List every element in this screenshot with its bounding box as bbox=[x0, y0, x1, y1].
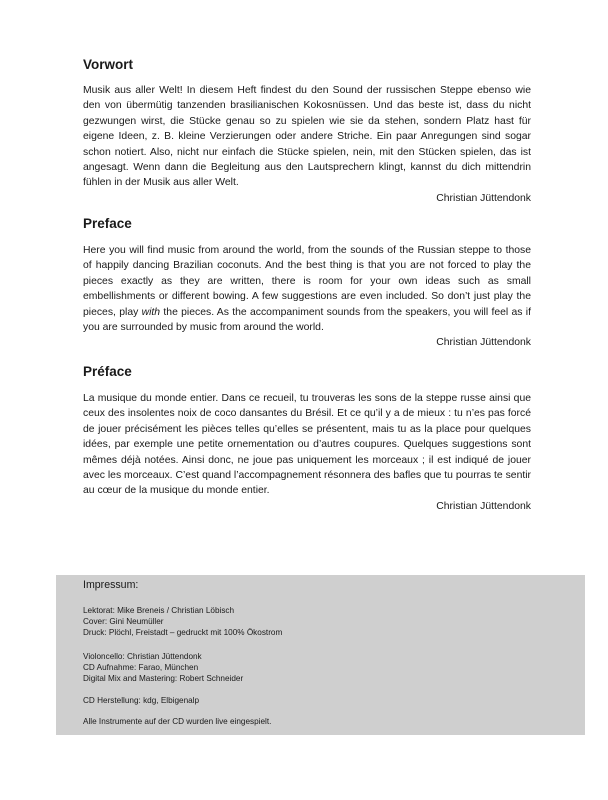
impressum-line: Violoncello: Christian Jüttendonk bbox=[83, 652, 202, 661]
impressum-credits-production bbox=[83, 605, 282, 639]
vorwort-section bbox=[83, 57, 531, 206]
preface-text-part2: the pieces. As the accompaniment sounds from the speakers, you will feel as if you are surrounded by music from around the world. bbox=[83, 306, 531, 334]
preface-paragraph bbox=[83, 243, 531, 335]
vorwort-heading: Vorwort bbox=[83, 57, 133, 72]
impressum-title: Impressum: bbox=[83, 579, 139, 591]
impressum-line: Alle Instrumente auf der CD wurden live eingespielt. bbox=[83, 717, 272, 726]
preface-heading: Preface bbox=[83, 216, 132, 231]
vorwort-paragraph: Musik aus aller Welt! In diesem Heft findest du den Sound der russischen Steppe ebenso wie den von übermütig tanzenden brasilianischen Kokosnüssen. Und das beste ist, dass du nicht gezwungen wirst, die Stücke genau so zu spielen wie sie da stehen, sondern Platz hast für eigene Ideen, z. B. kleine Verzierungen oder andere Striche. Ein paar Anregungen sind sogar schon notiert. Also, nicht nur einfach die Stücke spielen, nein, mit den Stücken spielen, das ist angesagt. Wenn dann die Begleitung aus den Lautsprechern klingt, kannst du dich mittendrin fühlen in der Musik aus aller Welt. bbox=[83, 85, 531, 189]
impressum-line: CD Aufnahme: Farao, München bbox=[83, 663, 199, 673]
preface-fr-signature: Christian Jüttendonk bbox=[436, 500, 531, 512]
vorwort-text bbox=[83, 83, 531, 191]
impressum-line: Cover: Gini Neumüller bbox=[83, 617, 164, 627]
impressum-line: Druck: Plöchl, Freistadt – gedruckt mit 100% Ökostrom bbox=[83, 628, 283, 638]
preface-text bbox=[83, 243, 531, 335]
impressum-line: Digital Mix and Mastering: Robert Schneider bbox=[83, 674, 244, 684]
preface-fr-heading: Préface bbox=[83, 364, 132, 379]
preface-fr-paragraph: La musique du monde entier. Dans ce recueil, tu trouveras les sons de la steppe russe ainsi que ceux des insolentes noix de coco dansantes du Brésil. Et ce qu’il y a de mieux : tu n’es pas forcé de jouer précisément les pièces telles qu’elles se présentent, mais tu as la place pour quelques idées, par exemple une petite ornementation ou d’autres coupures. Quelques suggestions sont mêmes déjà notées. Ainsi donc, ne joue pas uniquement les morceaux ; il est indiqué de jouer avec les morceaux. C’est quand l’accompagnement résonnera des bafles que tu pourras te sentir au cœur de la musique du monde entier. bbox=[83, 393, 531, 497]
impressum-line: CD Herstellung: kdg, Elbigenalp bbox=[83, 696, 200, 705]
impressum-credits-recording bbox=[83, 651, 243, 685]
preface-signature: Christian Jüttendonk bbox=[436, 337, 531, 349]
impressum-box bbox=[56, 575, 585, 735]
impressum-line: Lektorat: Mike Breneis / Christian Löbisch bbox=[83, 606, 235, 615]
preface-fr-text bbox=[83, 391, 531, 499]
impressum-credits-cd bbox=[83, 695, 199, 706]
impressum-note bbox=[83, 716, 271, 727]
preface-fr-section bbox=[83, 364, 531, 514]
preface-text-part1: Here you will find music from around the world, from the sounds of the Russian steppe to those of happily dancing Brazilian coconuts. And the best thing is that you are not forced to play the pieces exactly as they are written, there is room for your own ideas such as small embellishments or different bowing. A few suggestions are even included. So don’t just play the pieces, play bbox=[83, 245, 531, 318]
vorwort-signature: Christian Jüttendonk bbox=[436, 192, 531, 204]
preface-section bbox=[83, 216, 531, 351]
preface-text-emphasis: with bbox=[141, 306, 161, 318]
